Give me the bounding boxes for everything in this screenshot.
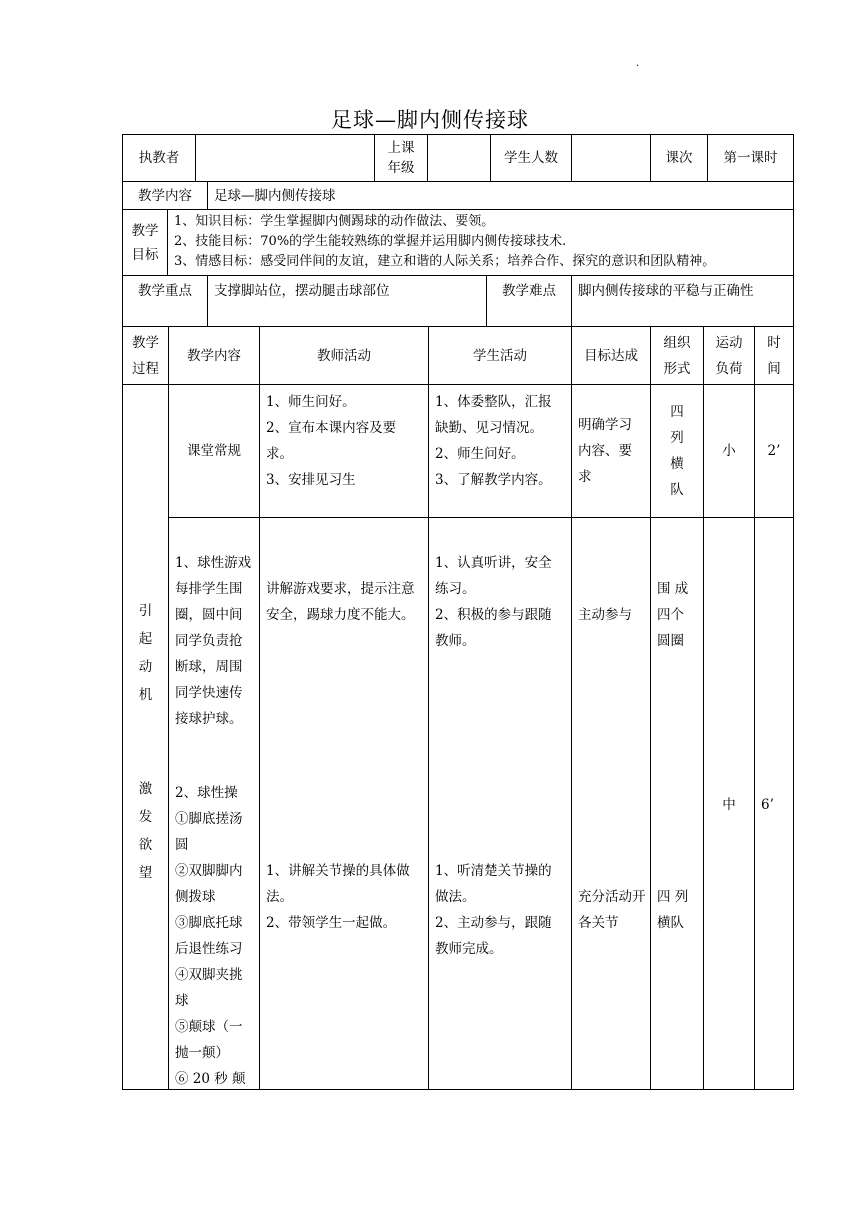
table-row-2-goal: 主动参与 xyxy=(578,607,632,623)
time-header: 时 间 xyxy=(754,326,794,385)
table-row-2-content-cell xyxy=(168,517,260,1090)
table-row-1-goal: 明确学习内容、要求 xyxy=(571,384,651,518)
key-points-value: 支撑脚站位，摆动腿击球部位 xyxy=(207,275,487,327)
goal-item-skill: 2、技能目标：70%的学生能较熟练的掌握并运用脚内侧传接球技术. xyxy=(174,234,567,249)
goal-item-emotion: 3、情感目标：感受同伴间的友谊，建立和谐的人际关系；培养合作、探究的意识和团队精神。 xyxy=(174,254,716,269)
content-label: 教学内容 xyxy=(122,181,208,210)
form-header: 组织 形式 xyxy=(650,326,704,385)
table-row-3-student: 1、听清楚关节操的做法。 2、主动参与，跟随教师完成。 xyxy=(435,863,552,957)
table-row-2-load-cell xyxy=(703,517,755,1090)
lesson-value: 第一课时 xyxy=(707,134,794,182)
table-row-2-student-cell xyxy=(428,517,572,1090)
table-row-1-student: 1、体委整队，汇报缺勤、见习情况。 2、师生问好。 3、了解教学内容。 xyxy=(428,384,572,518)
content-value: 足球—脚内侧传接球 xyxy=(207,181,794,210)
table-row-1-content: 课堂常规 xyxy=(168,384,260,518)
stage-label-part1: 引 起 动 机 xyxy=(138,603,153,703)
content-header: 教学内容 xyxy=(168,326,260,385)
stage-label-part2: 激 发 欲 望 xyxy=(138,781,153,881)
load-header: 运动 负荷 xyxy=(703,326,755,385)
difficulty-value: 脚内侧传接球的平稳与正确性 xyxy=(571,275,794,327)
teacher-value xyxy=(195,134,375,182)
stage-column xyxy=(122,384,169,1090)
table-row-3-teacher: 1、讲解关节操的具体做法。 2、带领学生一起做。 xyxy=(266,863,410,931)
table-row-3-goal: 充分活动开各关节 xyxy=(578,889,646,931)
grade-label: 上课 年级 xyxy=(374,134,428,182)
goal-header: 目标达成 xyxy=(571,326,651,385)
page-dot: . xyxy=(636,58,640,69)
lesson-label: 课次 xyxy=(650,134,708,182)
goals-list xyxy=(167,209,794,276)
teacher-activity-header: 教师活动 xyxy=(259,326,429,385)
table-row-1-form: 四 列 横 队 xyxy=(650,384,704,518)
table-row-3-form: 四 列 横队 xyxy=(657,889,689,931)
student-activity-header: 学生活动 xyxy=(428,326,572,385)
table-row-2-time-cell xyxy=(754,517,794,1090)
table-row-2-load: 中 xyxy=(722,797,736,813)
table-row-2-form-cell xyxy=(650,517,704,1090)
table-row-2-student: 1、认真听讲，安全练习。 2、积极的参与跟随教师。 xyxy=(435,555,552,649)
table-row-2-form: 围 成 四个 圆圈 xyxy=(657,581,689,649)
stage-header: 教学 过程 xyxy=(122,326,169,385)
table-row-1-teacher: 1、师生问好。 2、宣布本课内容及要求。 3、安排见习生 xyxy=(259,384,429,518)
goals-label: 教学 目标 xyxy=(122,209,168,276)
grade-value xyxy=(427,134,491,182)
table-row-2-teacher-cell xyxy=(259,517,429,1090)
table-row-1-time: 2’ xyxy=(754,384,794,518)
page-title: 足球—脚内侧传接球 xyxy=(331,108,529,132)
key-points-label: 教学重点 xyxy=(122,275,208,327)
students-label: 学生人数 xyxy=(490,134,572,182)
goal-item-knowledge: 1、知识目标：学生掌握脚内侧踢球的动作做法、要领。 xyxy=(174,214,495,229)
table-row-2-content: 1、球性游戏每排学生围圈，圆中间同学负责抢断球，周围同学快速传接球护球。 xyxy=(175,555,252,727)
students-value xyxy=(571,134,651,182)
difficulty-label: 教学难点 xyxy=(486,275,572,327)
lesson-plan-table xyxy=(122,134,794,1090)
table-row-2-time: 6’ xyxy=(761,797,774,813)
table-row-1-load: 小 xyxy=(703,384,755,518)
teacher-label: 执教者 xyxy=(122,134,196,182)
table-row-3-content: 2、球性操 ①脚底搓汤圆 ②双脚脚内侧拨球 ③脚底托球后退性练习 ④双脚夹挑球 ⑤颠球（一抛一颠） ⑥ 20 秒 颠 xyxy=(175,785,246,1087)
table-row-2-goal-cell xyxy=(571,517,651,1090)
table-row-2-teacher: 讲解游戏要求，提示注意安全，踢球力度不能大。 xyxy=(266,581,415,623)
